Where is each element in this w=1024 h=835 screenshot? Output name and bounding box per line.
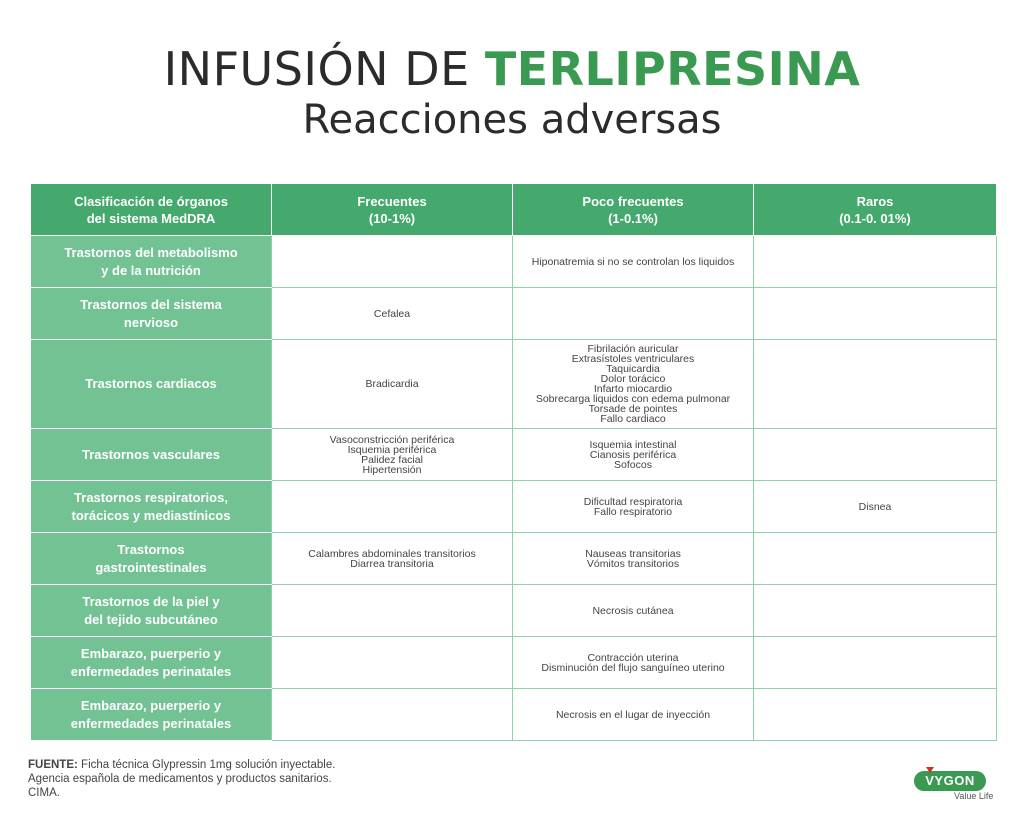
rare-cell	[754, 236, 997, 288]
reaction-item: Isquemia intestinal	[589, 438, 677, 451]
organ-class-label: y de la nutrición	[101, 262, 201, 278]
table-header-row	[31, 184, 997, 236]
uncommon-cell	[513, 481, 754, 533]
reaction-item: Infarto miocardio	[593, 383, 673, 395]
reaction-item: Cianosis periférica	[589, 448, 677, 461]
table-row	[31, 288, 997, 340]
source-line-3: CIMA.	[28, 787, 60, 799]
uncommon-cell	[513, 340, 754, 429]
reaction-item: Vómitos transitorios	[586, 557, 680, 570]
reaction-item: Fallo cardiaco	[600, 413, 666, 425]
table-row	[31, 340, 997, 429]
organ-class-label: Trastornos del sistema	[80, 296, 222, 312]
organ-class-cell	[31, 429, 272, 481]
title-prefix: INFUSIÓN DE	[163, 42, 485, 96]
reaction-item: Contracción uterina	[587, 651, 679, 664]
uncommon-cell	[513, 533, 754, 585]
uncommon-cell	[513, 585, 754, 637]
reaction-item: Sobrecarga liquidos con edema pulmonar	[535, 393, 731, 405]
organ-class-label: Trastornos	[117, 541, 185, 557]
header-uncommon: Poco frecuentes (1-0.1%)	[513, 184, 754, 236]
reaction-item: Necrosis cutánea	[592, 604, 674, 617]
logo-tagline: Value Life	[954, 791, 994, 801]
reaction-item: Torsade de pointes	[588, 403, 678, 415]
organ-class-label: Trastornos respiratorios,	[74, 489, 228, 505]
reaction-item: Necrosis en el lugar de inyección	[555, 708, 711, 721]
reaction-item: Dolor torácico	[600, 373, 666, 385]
uncommon-cell	[513, 429, 754, 481]
organ-class-label: enfermedades perinatales	[70, 663, 232, 679]
table-row	[31, 585, 997, 637]
frequent-cell	[272, 288, 513, 340]
organ-class-label: Embarazo, puerperio y	[80, 645, 222, 661]
reaction-item: Sofocos	[614, 458, 652, 471]
reaction-item: Hiponatremia si no se controlan los liquidos	[531, 255, 735, 268]
organ-class-label: Trastornos vasculares	[81, 446, 221, 462]
reaction-item: Disnea	[858, 500, 892, 513]
rare-cell	[754, 585, 997, 637]
page-subtitle: Reacciones adversas	[302, 97, 722, 143]
rare-cell	[754, 288, 997, 340]
uncommon-cell	[513, 637, 754, 689]
reaction-item: Disminución del flujo sanguíneo uterino	[541, 661, 725, 674]
page-title	[0, 42, 1024, 144]
organ-class-cell	[31, 637, 272, 689]
reaction-item: Fibrilación auricular	[587, 343, 679, 355]
reaction-item: Diarrea transitoria	[350, 557, 434, 570]
reaction-item: Fallo respiratorio	[593, 505, 673, 518]
rare-cell	[754, 533, 997, 585]
reaction-item: Nauseas transitorias	[585, 547, 681, 560]
frequent-cell	[272, 481, 513, 533]
frequent-cell	[272, 429, 513, 481]
reaction-item: Taquicardia	[606, 363, 660, 375]
reaction-item: Extrasístoles ventriculares	[571, 353, 695, 365]
uncommon-cell	[513, 689, 754, 741]
organ-class-cell	[31, 585, 272, 637]
rare-cell	[754, 340, 997, 429]
rare-cell	[754, 689, 997, 741]
reaction-item: Dificultad respiratoria	[583, 495, 683, 508]
reaction-item: Vasoconstricción periférica	[329, 433, 455, 446]
organ-class-label: nervioso	[123, 314, 179, 330]
rare-cell	[754, 481, 997, 533]
reaction-item: Calambres abdominales transitorios	[308, 547, 476, 560]
frequent-cell	[272, 236, 513, 288]
table-row	[31, 689, 997, 741]
reaction-item: Palidez facial	[361, 453, 423, 466]
title-line	[0, 42, 1024, 96]
organ-class-label: Trastornos de la piel y	[82, 593, 220, 609]
table-row	[31, 637, 997, 689]
frequent-cell	[272, 340, 513, 429]
uncommon-cell	[513, 288, 754, 340]
logo-red-mark-icon	[926, 767, 934, 773]
organ-class-cell	[31, 288, 272, 340]
source-line-2: Agencia española de medicamentos y productos sanitarios.	[28, 773, 332, 785]
reaction-item: Isquemia periférica	[347, 443, 437, 456]
adverse-reactions-table	[30, 183, 997, 741]
organ-class-cell	[31, 533, 272, 585]
frequent-cell	[272, 637, 513, 689]
header-organ-class: Clasificación de órganos del sistema MedDRA	[31, 184, 272, 236]
frequent-cell	[272, 689, 513, 741]
organ-class-cell	[31, 689, 272, 741]
table-row	[31, 429, 997, 481]
organ-class-label: Trastornos del metabolismo	[64, 244, 238, 260]
uncommon-cell	[513, 236, 754, 288]
reaction-item: Hipertensión	[362, 463, 422, 476]
table-row	[31, 236, 997, 288]
table-row	[31, 481, 997, 533]
organ-class-label: gastrointestinales	[95, 559, 207, 575]
reaction-item: Cefalea	[373, 307, 411, 320]
logo-wordmark: VYGON	[914, 771, 986, 791]
drug-name: TERLIPRESINA	[484, 42, 861, 96]
vygon-logo	[914, 767, 994, 803]
header-rare: Raros (0.1-0. 01%)	[754, 184, 997, 236]
table-row	[31, 533, 997, 585]
reaction-item: Bradicardia	[365, 378, 419, 390]
organ-class-label: torácicos y mediastínicos	[71, 507, 231, 523]
rare-cell	[754, 637, 997, 689]
frequent-cell	[272, 585, 513, 637]
organ-class-cell	[31, 236, 272, 288]
header-frequent: Frecuentes (10-1%)	[272, 184, 513, 236]
source-note	[28, 758, 335, 800]
organ-class-label: enfermedades perinatales	[70, 715, 232, 731]
organ-class-label: del tejido subcutáneo	[84, 611, 218, 627]
organ-class-cell	[31, 481, 272, 533]
frequent-cell	[272, 533, 513, 585]
rare-cell	[754, 429, 997, 481]
organ-class-label: Embarazo, puerperio y	[80, 697, 222, 713]
organ-class-cell	[31, 340, 272, 429]
source-line-1: FUENTE: Ficha técnica Glypressin 1mg solución inyectable.	[28, 759, 336, 771]
organ-class-label: Trastornos cardiacos	[85, 376, 217, 391]
